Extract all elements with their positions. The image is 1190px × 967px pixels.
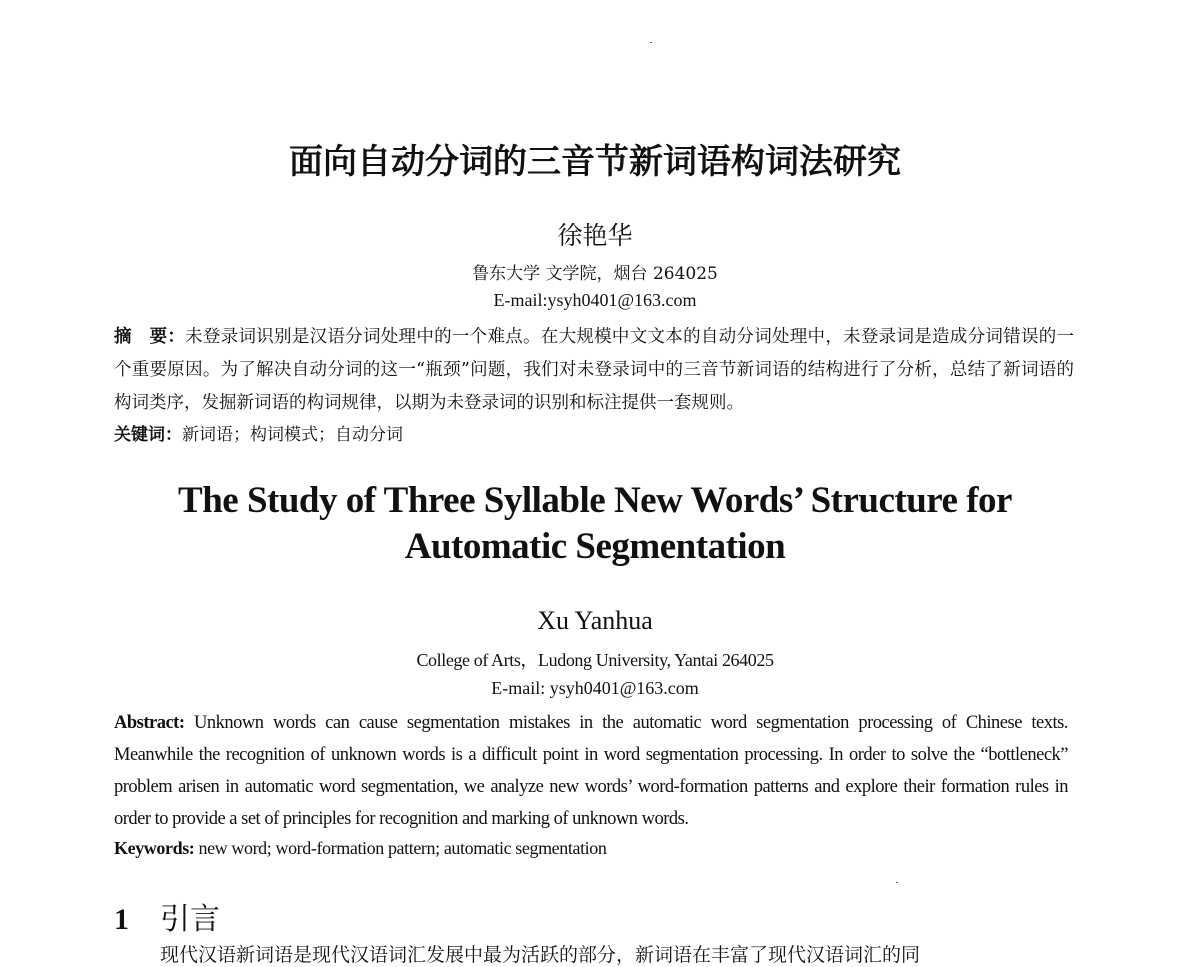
chinese-keywords-text: 新词语；构词模式；自动分词	[182, 425, 403, 445]
section-number: 1	[114, 903, 129, 936]
chinese-email: E-mail:ysyh0401@163.com	[493, 290, 697, 310]
chinese-title: 面向自动分词的三音节新词语构词法研究	[289, 142, 901, 182]
chinese-abstract	[114, 321, 1074, 420]
chinese-author: 徐艳华	[557, 221, 633, 250]
section-heading	[114, 894, 220, 938]
chinese-abstract-label: 摘 要：	[114, 327, 186, 347]
english-title	[0, 478, 1190, 570]
english-author: Xu Yanhua	[537, 606, 653, 635]
english-title-line-2: Automatic Segmentation	[404, 526, 786, 567]
chinese-keywords	[114, 420, 1074, 445]
english-keywords-label: Keywords:	[114, 838, 195, 858]
scan-speck	[650, 42, 652, 43]
english-title-line-1: The Study of Three Syllable New Words’ Structure for	[178, 480, 1012, 521]
section-title: 引言	[160, 902, 220, 937]
chinese-abstract-text: 未登录词识别是汉语分词处理中的一个难点。在大规模中文文本的自动分词处理中，未登录词是造成分词错误的一个重要原因。为了解决自动分词的这一“瓶颈”问题，我们对未登录词中的三音节新词语的结构进行了分析，总结了新词语的构词类序，发掘新词语的构词规律，以期为未登录词的识别和标注提供一套规则。	[114, 327, 1075, 413]
english-email: E-mail: ysyh0401@163.com	[491, 678, 699, 698]
section-body-first-line: 现代汉语新词语是现代汉语词汇发展中最为活跃的部分，新词语在丰富了现代汉语词汇的同	[160, 944, 921, 966]
english-abstract-text: Unknown words can cause segmentation mistakes in the automatic word segmentation processing of Chinese texts. Meanwhile the recognition of unknown words is a difficult point in word segmentation processing. In order to solve the “bottleneck” problem arisen in automatic word segmentation, we analyze new words’ word-formation patterns and explore their formation rules in order to provide a set of principles for recognition and marking of unknown words.	[114, 713, 1068, 829]
english-keywords-text: new word; word-formation pattern; automatic segmentation	[194, 838, 607, 858]
chinese-affiliation: 鲁东大学 文学院，烟台 264025	[472, 264, 718, 284]
english-keywords	[114, 838, 1068, 859]
scan-speck	[896, 882, 898, 883]
chinese-keywords-label: 关键词：	[114, 425, 182, 445]
english-affiliation: College of Arts，Ludong University, Yantai 264025	[416, 650, 774, 670]
english-abstract	[114, 707, 1068, 835]
english-abstract-label: Abstract:	[114, 713, 185, 733]
